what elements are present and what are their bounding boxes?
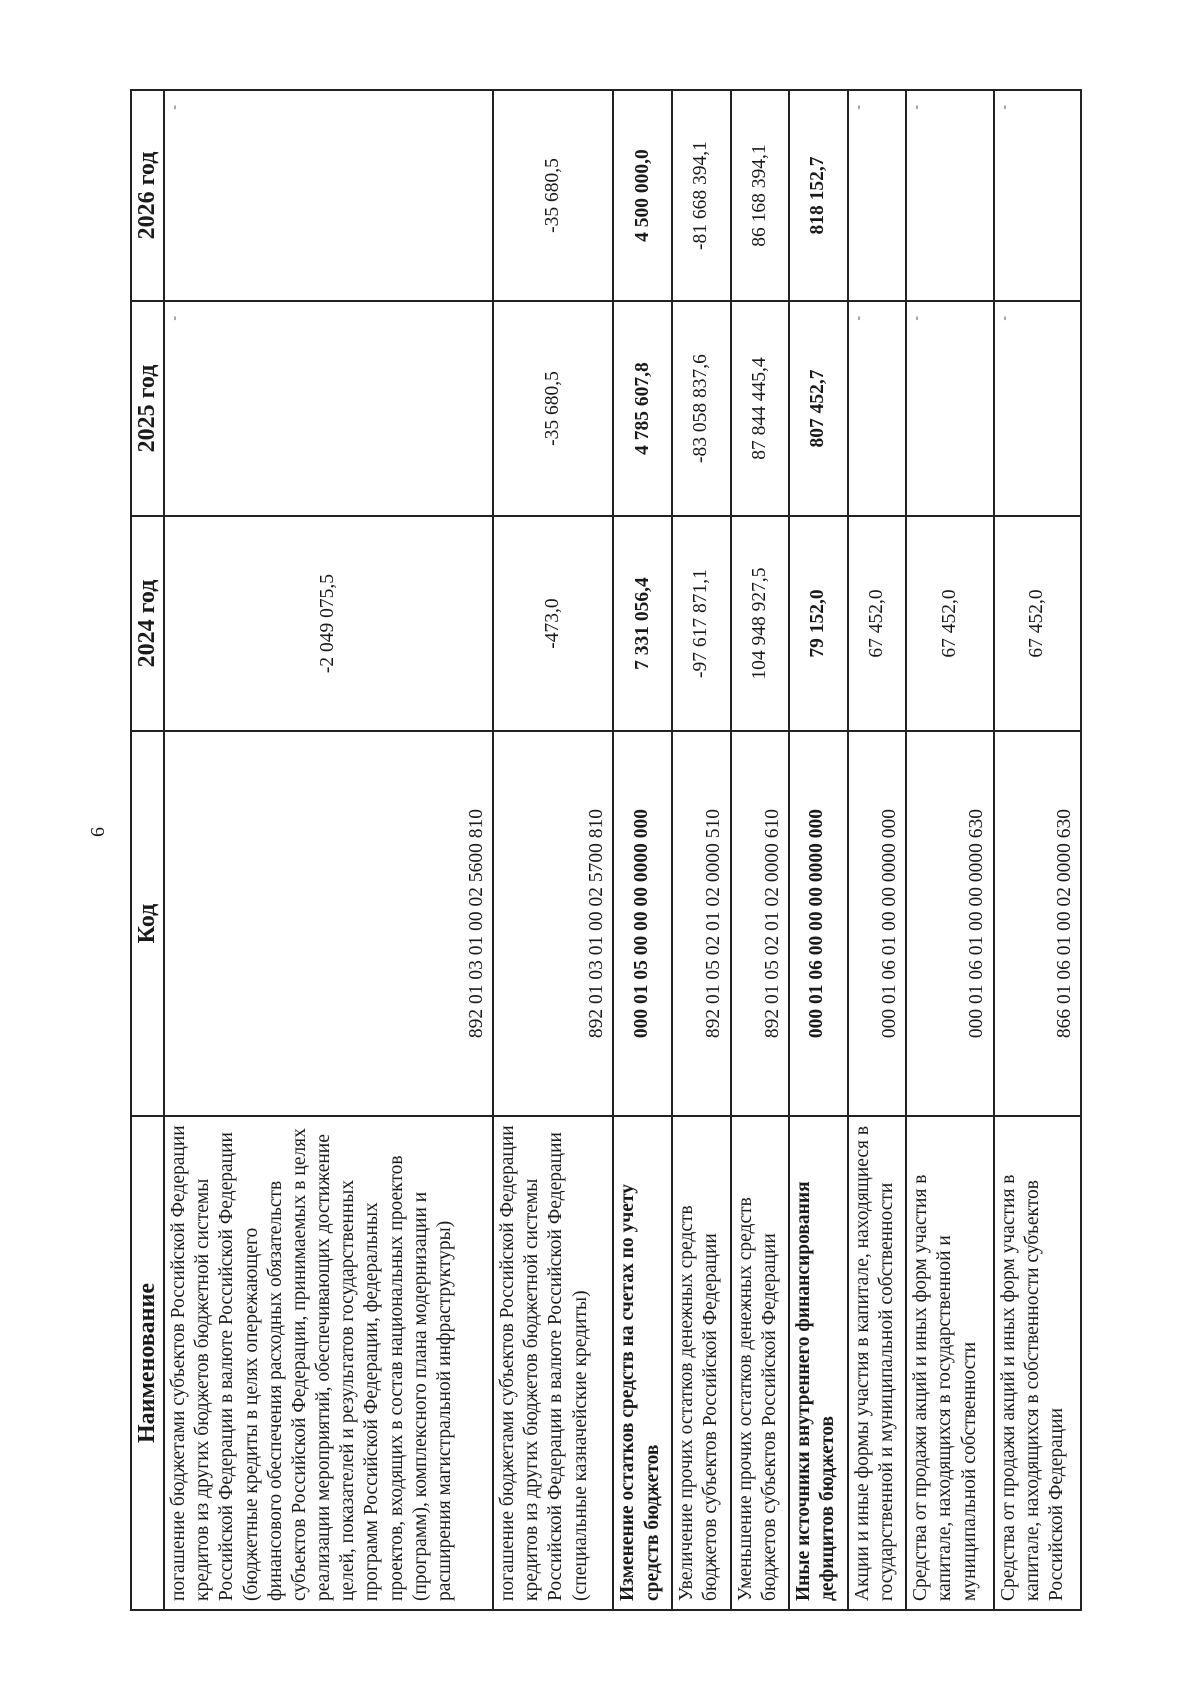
row-name: Иные источники внутреннего финансирования дефицитов бюджетов <box>789 1116 848 1610</box>
row-value-2025: - <box>906 301 993 516</box>
row-value-2025: -83 058 837,6 <box>672 301 731 516</box>
row-value-2025: - <box>164 301 493 516</box>
row-value-2024: -473,0 <box>493 516 613 731</box>
row-value-2025: 4 785 607,8 <box>613 301 672 516</box>
row-value-2025: -35 680,5 <box>493 301 613 516</box>
row-name: Уменьшение прочих остатков денежных средств бюджетов субъектов Российской Федерации <box>731 1116 790 1610</box>
row-name: погашение бюджетами субъектов Российской Федерации кредитов из других бюджетов бюджетной системы Российской Федерации в валюте Российской Федерации (бюджетные кредиты в целях опережающего финансового обеспечения расходных обязательств субъектов Российской Федерации, принимаемых в целях реализации мероприятий, обеспечивающих достижение целей, показателей и результатов государственных программ Российской Федерации, федеральных проектов, входящих в состав национальных проектов (программ), комплексного плана модернизации и расширения магистральной инфраструктуры) <box>164 1116 493 1610</box>
table-row <box>731 90 790 1610</box>
table-row <box>906 90 993 1610</box>
table-row <box>672 90 731 1610</box>
row-value-2024: 67 452,0 <box>906 516 993 731</box>
header-2026: 2026 год <box>131 90 164 301</box>
header-code: Код <box>131 731 164 1116</box>
table-row <box>613 90 672 1610</box>
row-name: Средства от продажи акций и иных форм участия в капитале, находящихся в собственности субъектов Российской Федерации <box>994 1116 1081 1610</box>
table-row <box>848 90 907 1610</box>
row-value-2024: 79 152,0 <box>789 516 848 731</box>
row-name: Акции и иные формы участия в капитале, находящиеся в государственной и муниципальной собственности <box>848 1116 907 1610</box>
row-value-2026: -81 668 394,1 <box>672 90 731 301</box>
row-code: 000 01 05 00 00 00 0000 000 <box>613 731 672 1116</box>
row-value-2024: -2 049 075,5 <box>164 516 493 731</box>
row-value-2026: -35 680,5 <box>493 90 613 301</box>
row-value-2024: 67 452,0 <box>848 516 907 731</box>
row-value-2025: 807 452,7 <box>789 301 848 516</box>
row-code: 000 01 06 00 00 00 0000 000 <box>789 731 848 1116</box>
table-row <box>789 90 848 1610</box>
row-code: 892 01 03 01 00 02 5700 810 <box>493 731 613 1116</box>
row-name: погашение бюджетами субъектов Российской Федерации кредитов из других бюджетов бюджетной системы Российской Федерации в валюте Российской Федерации (специальные казначейские кредиты) <box>493 1116 613 1610</box>
row-code: 866 01 06 01 00 02 0000 630 <box>994 731 1081 1116</box>
header-2025: 2025 год <box>131 301 164 516</box>
row-value-2024: 104 948 927,5 <box>731 516 790 731</box>
row-code: 000 01 06 01 00 00 0000 000 <box>848 731 907 1116</box>
table-header-row <box>131 90 164 1610</box>
table-row <box>164 90 493 1610</box>
row-value-2026: 86 168 394,1 <box>731 90 790 301</box>
row-value-2026: - <box>164 90 493 301</box>
row-code: 892 01 05 02 01 02 0000 610 <box>731 731 790 1116</box>
row-value-2025: - <box>994 301 1081 516</box>
row-name: Изменение остатков средств на счетах по учету средств бюджетов <box>613 1116 672 1610</box>
row-value-2025: - <box>848 301 907 516</box>
page-number: 6 <box>87 827 109 837</box>
table-row <box>493 90 613 1610</box>
row-value-2026: 4 500 000,0 <box>613 90 672 301</box>
table-row <box>994 90 1081 1610</box>
row-value-2026: - <box>848 90 907 301</box>
header-name: Наименование <box>131 1116 164 1610</box>
row-name: Увеличение прочих остатков денежных средств бюджетов субъектов Российской Федерации <box>672 1116 731 1610</box>
financing-sources-table <box>130 89 1082 1611</box>
row-code: 892 01 05 02 01 02 0000 510 <box>672 731 731 1116</box>
row-code: 892 01 03 01 00 02 5600 810 <box>164 731 493 1116</box>
row-value-2026: 818 152,7 <box>789 90 848 301</box>
header-2024: 2024 год <box>131 516 164 731</box>
row-value-2025: 87 844 445,4 <box>731 301 790 516</box>
row-code: 000 01 06 01 00 00 0000 630 <box>906 731 993 1116</box>
row-value-2024: 67 452,0 <box>994 516 1081 731</box>
rotated-page-content <box>130 91 1082 1611</box>
row-value-2026: - <box>994 90 1081 301</box>
row-value-2026: - <box>906 90 993 301</box>
row-value-2024: 7 331 056,4 <box>613 516 672 731</box>
row-name: Средства от продажи акций и иных форм участия в капитале, находящихся в государственной и муниципальной собственности <box>906 1116 993 1610</box>
row-value-2024: -97 617 871,1 <box>672 516 731 731</box>
